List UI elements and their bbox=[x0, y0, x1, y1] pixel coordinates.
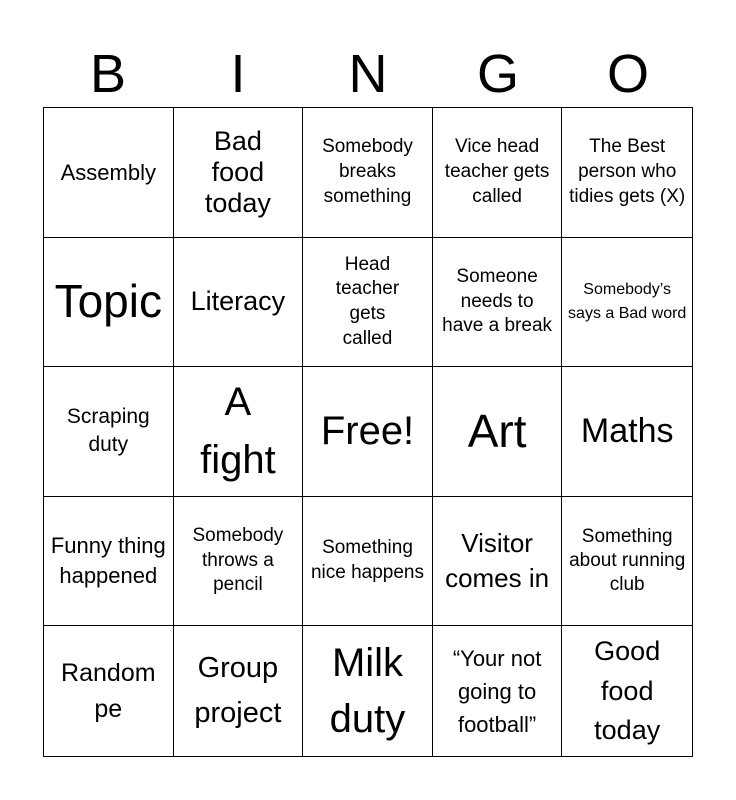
cell-label: Assembly bbox=[60, 159, 156, 185]
bingo-header bbox=[43, 40, 693, 108]
cell-label: Maths bbox=[580, 411, 674, 450]
cell-label: Funny thing happened bbox=[50, 533, 166, 589]
cell-label: Milk duty bbox=[329, 641, 406, 742]
header-letter-o: O bbox=[606, 44, 649, 104]
bingo-cell[interactable] bbox=[562, 497, 692, 627]
cell-label: The Best person who tidies gets (X) bbox=[569, 136, 686, 207]
bingo-cell[interactable] bbox=[303, 626, 433, 756]
bingo-cell[interactable] bbox=[433, 497, 563, 627]
bingo-cell[interactable] bbox=[44, 626, 174, 756]
bingo-board bbox=[43, 107, 693, 757]
cell-label: Literacy bbox=[190, 286, 286, 317]
bingo-cell[interactable] bbox=[303, 497, 433, 627]
bingo-cell[interactable] bbox=[303, 108, 433, 238]
cell-label: A fight bbox=[200, 380, 276, 483]
cell-label: Good food today bbox=[594, 636, 661, 745]
header-letter-n: N bbox=[348, 44, 388, 104]
header-letter-g: G bbox=[476, 44, 519, 104]
bingo-cell[interactable] bbox=[174, 238, 304, 368]
cell-label: Scraping duty bbox=[66, 404, 150, 457]
bingo-cell[interactable] bbox=[562, 367, 692, 497]
cell-label: Somebody throws a pencil bbox=[192, 525, 284, 596]
cell-label: Head teacher gets called bbox=[335, 253, 400, 349]
bingo-cell[interactable] bbox=[44, 108, 174, 238]
cell-label: Somebody’s says a Bad word bbox=[568, 280, 687, 322]
cell-label: Bad food today bbox=[204, 125, 271, 218]
cell-label: Free! bbox=[320, 409, 415, 454]
cell-label: Someone needs to have a break bbox=[442, 265, 553, 337]
cell-label: Group project bbox=[194, 652, 282, 730]
bingo-cell[interactable] bbox=[44, 497, 174, 627]
bingo-cell[interactable] bbox=[562, 626, 692, 756]
cell-label: Something about running club bbox=[569, 526, 686, 595]
bingo-cell[interactable] bbox=[174, 497, 304, 627]
bingo-cell[interactable] bbox=[44, 238, 174, 368]
cell-label: Something nice happens bbox=[310, 537, 424, 584]
bingo-cell[interactable] bbox=[433, 367, 563, 497]
bingo-cell[interactable] bbox=[562, 238, 692, 368]
bingo-cell[interactable] bbox=[174, 108, 304, 238]
header-letter-b: B bbox=[89, 44, 127, 104]
bingo-cell[interactable] bbox=[44, 367, 174, 497]
bingo-cell[interactable] bbox=[433, 238, 563, 368]
bingo-cell[interactable] bbox=[174, 626, 304, 756]
cell-label: Visitor comes in bbox=[445, 528, 550, 594]
bingo-cell[interactable] bbox=[174, 367, 304, 497]
bingo-cell[interactable] bbox=[433, 108, 563, 238]
bingo-cell[interactable] bbox=[303, 238, 433, 368]
cell-label: Art bbox=[467, 404, 527, 457]
bingo-cell[interactable] bbox=[433, 626, 563, 756]
bingo-cell[interactable] bbox=[562, 108, 692, 238]
cell-label: Vice head teacher gets called bbox=[444, 136, 550, 207]
cell-label: “Your not going to football” bbox=[452, 645, 542, 737]
cell-label: Topic bbox=[54, 275, 162, 328]
cell-label: Somebody breaks something bbox=[322, 136, 413, 207]
bingo-cell[interactable] bbox=[303, 367, 433, 497]
cell-label: Random pe bbox=[61, 658, 156, 724]
header-letter-i: I bbox=[230, 44, 246, 104]
